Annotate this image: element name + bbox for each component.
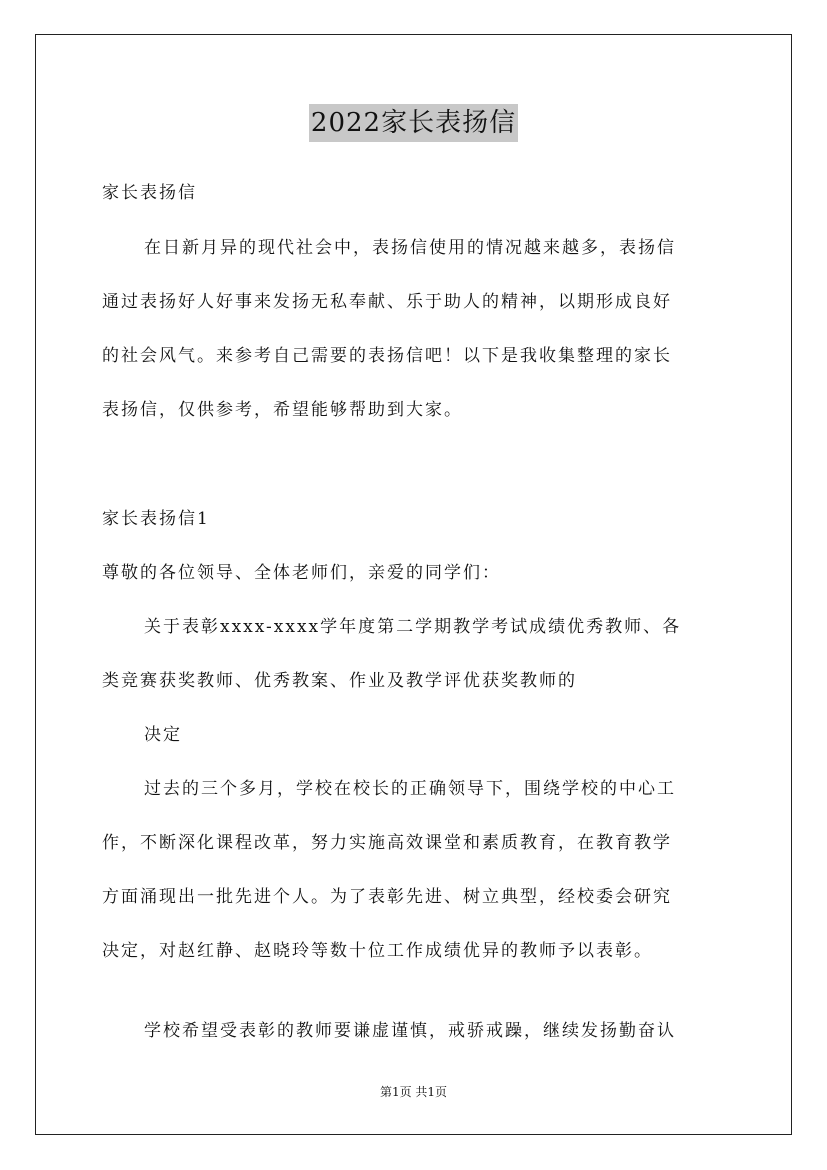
title-container [0,104,827,142]
paragraph-line: 类竞赛获奖教师、优秀教案、作业及教学评优获奖教师的 [102,671,577,691]
paragraph-line: 学校希望受表彰的教师要谦虚谨慎，戒骄戒躁，继续发扬勤奋认 [144,1021,676,1041]
paragraph-line: 作，不断深化课程改革，努力实施高效课堂和素质教育，在教育教学 [102,833,672,853]
salutation-line: 尊敬的各位领导、全体老师们，亲爱的同学们： [102,563,501,583]
paragraph-line: 通过表扬好人好事来发扬无私奉献、乐于助人的精神，以期形成良好 [102,292,672,312]
section-heading: 家长表扬信1 [102,509,210,529]
page-number-footer: 第1页 共1页 [379,1085,448,1099]
decision-heading: 决定 [144,725,182,745]
document-title[interactable]: 2022家长表扬信 [309,104,518,142]
paragraph-line: 的社会风气。来参考自己需要的表扬信吧！以下是我收集整理的家长 [102,346,672,366]
paragraph-line: 方面涌现出一批先进个人。为了表彰先进、树立典型，经校委会研究 [102,887,672,907]
paragraph-line: 在日新月异的现代社会中，表扬信使用的情况越来越多，表扬信 [144,238,676,258]
paragraph-line: 过去的三个多月，学校在校长的正确领导下，围绕学校的中心工 [144,779,676,799]
paragraph-line: 表扬信，仅供参考，希望能够帮助到大家。 [102,400,463,420]
section-heading: 家长表扬信 [102,183,197,203]
paragraph-line: 决定，对赵红静、赵晓玲等数十位工作成绩优异的教师予以表彰。 [102,941,653,961]
paragraph-line: 关于表彰xxxx-xxxx学年度第二学期教学考试成绩优秀教师、各 [144,617,682,637]
